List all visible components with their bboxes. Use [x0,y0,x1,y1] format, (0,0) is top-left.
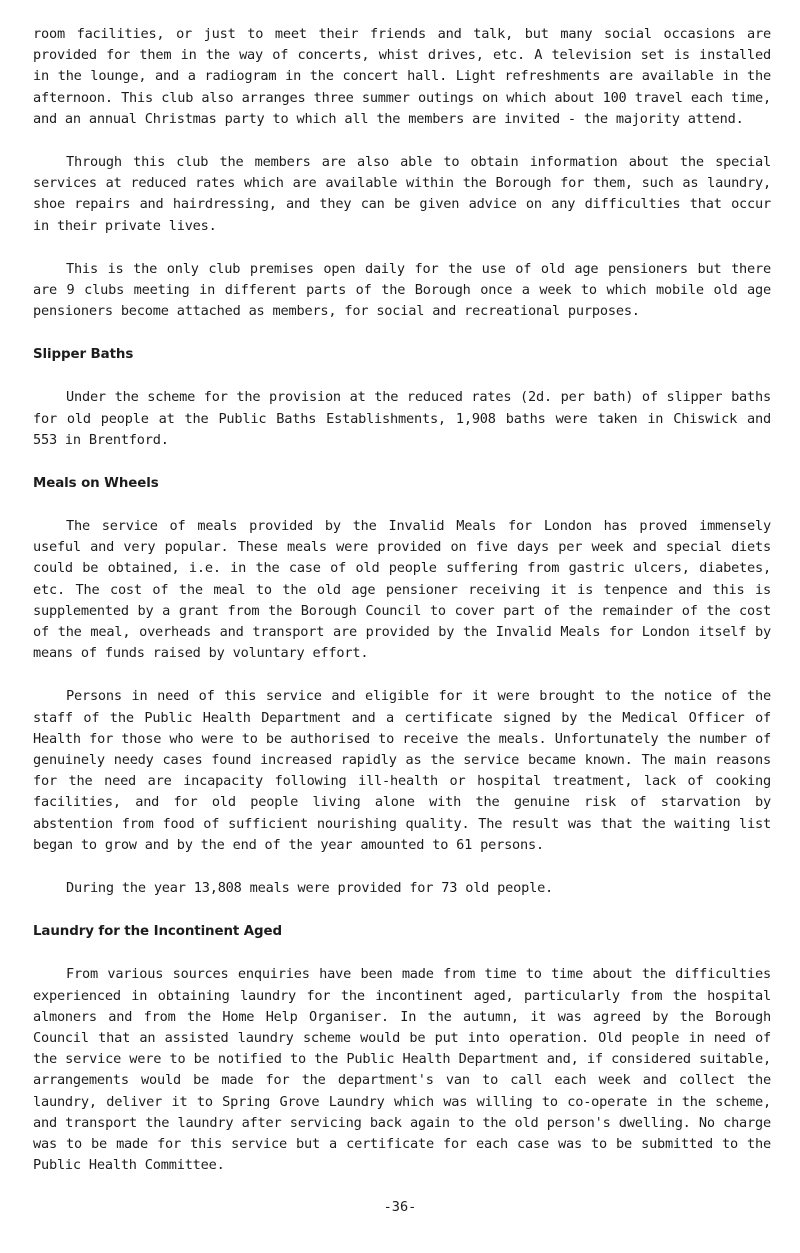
paragraph-club-facilities: room facilities, or just to meet their friends and talk, but many social occasions are provided for them in the way of concerts, whist drives, etc. A television set is installed in the lounge, and a radiogram in the concert hall. Light refreshments are available in the afternoon. This club also arranges three summer outings on which about 100 travel each time, and an annual Christmas party to which all the members are invited - the majority attend. [33,26,771,127]
page-number: -36- [383,1199,417,1215]
paragraph-club-premises: This is the only club premises open daily for the use of old age pensioners but there are 9 clubs meeting in different parts of the Borough once a week to which mobile old age pensioners become attached as members, for social and recreational purposes. [33,260,771,320]
heading-laundry: Laundry for the Incontinent Aged [33,924,282,940]
heading-slipper-baths: Slipper Baths [33,347,134,363]
heading-meals-on-wheels: Meals on Wheels [33,476,159,492]
paragraph-meals-eligibility: Persons in need of this service and eligible for it were brought to the notice of the staff of the Public Health Department and a certificate signed by the Medical Officer of Health for those who were to be authorised to receive the meals. Unfortunately the number of genuinely needy cases found increased rapidly as the service became known. The main reasons for the need are incapacity following ill-health or hospital treatment, lack of cooking facilities, and for old people living alone with the genuine risk of starvation by abstention from food of sufficient nourishing quality. The result was that the waiting list began to grow and by the end of the year amounted to 61 persons. [33,688,771,853]
paragraph-laundry-scheme: From various sources enquiries have been made from time to time about the difficulties experienced in obtaining laundry for the incontinent aged, particularly from the hospital almoners and from the Home Help Organiser. In the autumn, it was agreed by the Borough Council that an assisted laundry scheme would be put into operation. Old people in need of the service were to be notified to the Public Health Department and, if considered suitable, arrangements would be made for the department's van to call each week and collect the laundry, deliver it to Spring Grove Laundry which was willing to co-operate in the scheme, and transport the laundry after servicing back again to the old person's dwelling. No charge was to be made for this service but a certificate for each case was to be submitted to the Public Health Committee. [33,966,771,1174]
paragraph-meals-total: During the year 13,808 meals were provided for 73 old people. [66,880,554,897]
paragraph-club-information: Through this club the members are also able to obtain information about the special services at reduced rates which are available within the Borough for them, such as laundry, shoe repairs and hairdressing, and they can be given advice on any difficulties that occur in their private lives. [33,154,771,234]
paragraph-slipper-baths: Under the scheme for the provision at the reduced rates (2d. per bath) of slipper baths for old people at the Public Baths Establishments, 1,908 baths were taken in Chiswick and 553 in Brentford. [33,389,771,448]
document-page [33,24,771,1176]
paragraph-meals-service: The service of meals provided by the Invalid Meals for London has proved immensely useful and very popular. These meals were provided on five days per week and special diets could be obtained, i.e. in the case of old people suffering from gastric ulcers, diabetes, etc. The cost of the meal to the old age pensioner receiving it is tenpence and this is supplemented by a grant from the Borough Council to cover part of the remainder of the cost of the meal, overheads and transport are provided by the Invalid Meals for London itself by means of funds raised by voluntary effort. [33,518,771,662]
